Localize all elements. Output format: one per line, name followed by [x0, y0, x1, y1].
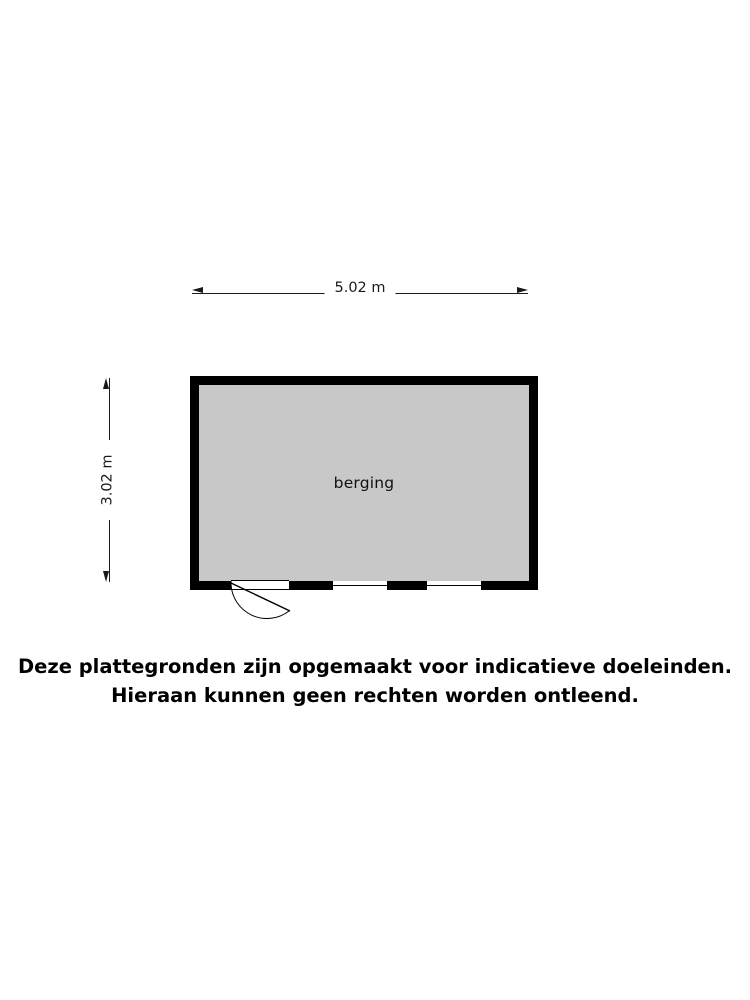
disclaimer-line-2: Hieraan kunnen geen rechten worden ontleend.: [111, 684, 639, 707]
arrow-right-icon: [517, 287, 528, 293]
arrow-down-icon: [103, 571, 109, 582]
dimension-vertical: [92, 378, 128, 582]
door-swing-icon: [222, 581, 292, 619]
dimension-horizontal: [192, 278, 528, 310]
dimension-horizontal-label: 5.02 m: [324, 280, 395, 297]
room-berging: [190, 376, 538, 590]
arrow-left-icon: [192, 287, 203, 293]
disclaimer-line-1: Deze plattegronden zijn opgemaakt voor indicatieve doeleinden.: [17, 655, 733, 678]
room-label-berging: berging: [333, 474, 395, 492]
window-pane-line-1: [333, 585, 387, 587]
disclaimer-text: [0, 652, 750, 710]
arrow-up-icon: [103, 378, 109, 389]
window-pane-line-2: [427, 585, 481, 587]
dimension-vertical-label: 3.02 m: [96, 440, 121, 520]
